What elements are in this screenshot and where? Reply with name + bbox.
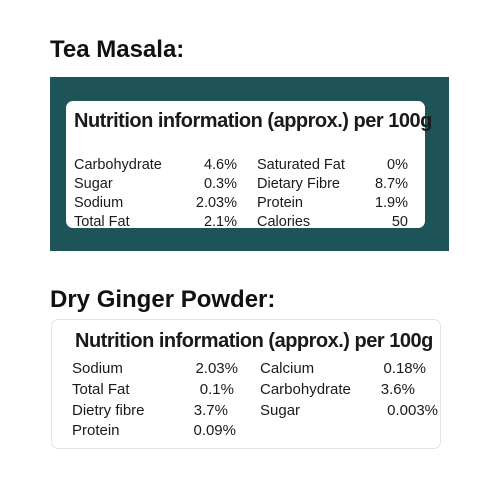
tea-masala-heading: Tea Masala: bbox=[50, 36, 185, 63]
tea-masala-row-value: 2.1% bbox=[203, 214, 237, 230]
dry-ginger-nutrition-title: Nutrition information (approx.) per 100g bbox=[75, 330, 433, 352]
tea-masala-row-label: Carbohydrate bbox=[74, 157, 162, 173]
dry-ginger-row-value: 3.7% bbox=[193, 402, 228, 419]
tea-masala-row-value: 0.3% bbox=[203, 176, 237, 192]
tea-masala-row-value: 8.7% bbox=[374, 176, 408, 192]
tea-masala-nutrition-title: Nutrition information (approx.) per 100g bbox=[74, 110, 432, 132]
dry-ginger-row-value: 0.18% bbox=[383, 360, 426, 377]
tea-masala-row-label: Total Fat bbox=[74, 214, 130, 230]
dry-ginger-row-value: 0.1% bbox=[199, 381, 234, 398]
dry-ginger-row-value: 3.6% bbox=[380, 381, 415, 398]
dry-ginger-row-value: 0.003% bbox=[387, 402, 438, 419]
dry-ginger-row-label: Calcium bbox=[260, 360, 315, 377]
tea-masala-row-value: 1.9% bbox=[374, 195, 408, 211]
tea-masala-row-value: 50 bbox=[391, 214, 408, 230]
dry-ginger-heading: Dry Ginger Powder: bbox=[50, 286, 276, 313]
dry-ginger-row-value: 0.09% bbox=[193, 422, 236, 439]
dry-ginger-row-label: Protein bbox=[72, 422, 120, 439]
tea-masala-row-label: Saturated Fat bbox=[257, 157, 345, 173]
tea-masala-row-value: 2.03% bbox=[195, 195, 237, 211]
dry-ginger-row-label: Dietry fibre bbox=[72, 402, 145, 419]
dry-ginger-nutrition-card bbox=[51, 319, 441, 449]
tea-masala-row-value: 4.6% bbox=[203, 157, 237, 173]
dry-ginger-row-label: Sugar bbox=[260, 402, 301, 419]
dry-ginger-row-label: Sodium bbox=[72, 360, 123, 377]
tea-masala-row-value: 0% bbox=[387, 157, 408, 173]
tea-masala-row-label: Sugar bbox=[74, 176, 113, 192]
tea-masala-row-label: Calories bbox=[257, 214, 311, 230]
dry-ginger-row-label: Carbohydrate bbox=[260, 381, 351, 398]
tea-masala-nutrition-card bbox=[66, 101, 432, 230]
tea-masala-panel bbox=[50, 77, 449, 251]
tea-masala-row-label: Dietary Fibre bbox=[257, 176, 340, 192]
tea-masala-row-label: Protein bbox=[257, 195, 303, 211]
dry-ginger-row-label: Total Fat bbox=[72, 381, 130, 398]
dry-ginger-row-value: 2.03% bbox=[195, 360, 238, 377]
tea-masala-row-label: Sodium bbox=[74, 195, 124, 211]
